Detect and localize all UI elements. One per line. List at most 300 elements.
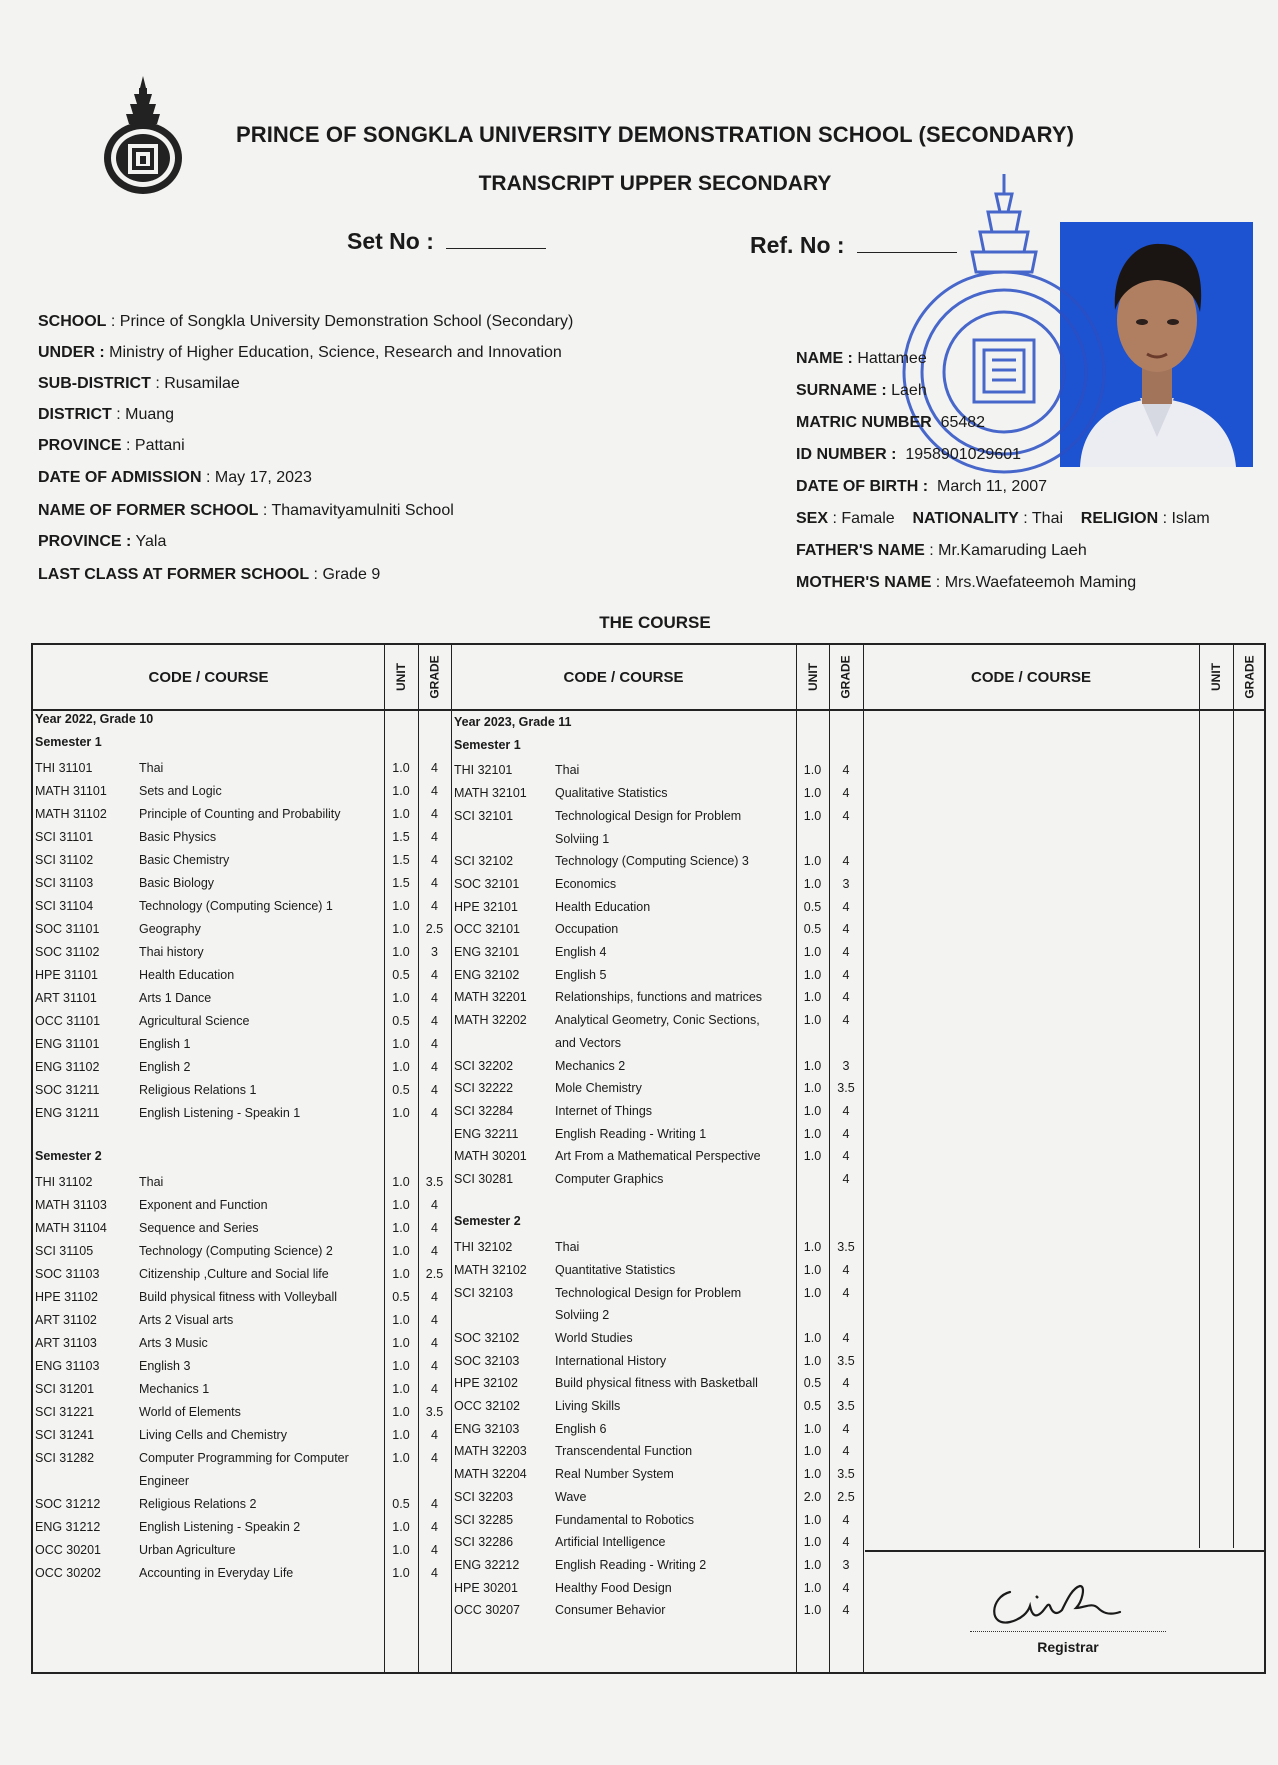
course-code: THI 32102: [454, 1240, 513, 1255]
course-name: Qualitative Statistics: [555, 786, 668, 801]
course-row: [454, 987, 864, 1007]
course-row: [35, 1057, 450, 1077]
course-grade: 4: [431, 1014, 438, 1028]
course-grade: 3: [842, 1557, 850, 1572]
course-row: [454, 829, 864, 849]
info-label: NAME OF FORMER SCHOOL: [38, 502, 259, 519]
course-grade: 3.5: [425, 1405, 444, 1419]
course-grade: 4: [431, 876, 438, 890]
course-row: [454, 1464, 864, 1484]
course-grade: 4: [431, 1198, 438, 1212]
course-grade: 3.5: [837, 1467, 855, 1482]
course-name: Accounting in Everyday Life: [139, 1566, 294, 1580]
course-unit: 1.0: [392, 1106, 410, 1120]
course-row: [35, 919, 450, 939]
course-row: [454, 1237, 864, 1257]
course-grade: 4: [842, 1149, 850, 1164]
info-admission-date: [38, 469, 312, 487]
course-code: ENG 31211: [35, 1106, 100, 1120]
student-surname: [796, 382, 927, 400]
info-value: : Grade 9: [309, 566, 381, 583]
course-name: Citizenship ,Culture and Social life: [139, 1267, 329, 1281]
course-grade: 4: [431, 1566, 438, 1580]
course-code: MATH 32204: [454, 1467, 527, 1482]
course-grade: 4: [431, 853, 438, 867]
student-name: [796, 350, 927, 368]
course-unit: 1.0: [392, 922, 410, 936]
course-unit: 1.0: [803, 1512, 822, 1527]
course-unit: 1.0: [392, 784, 410, 798]
course-code: MATH 31101: [35, 784, 107, 798]
student-father: [796, 542, 1087, 560]
info-label: RELIGION: [1080, 510, 1159, 527]
course-grade: 4: [842, 1580, 850, 1595]
course-name: Transcendental Function: [555, 1444, 693, 1459]
signature-line: [970, 1631, 1166, 1632]
course-row: [35, 965, 450, 985]
info-value: Yala: [131, 533, 167, 550]
course-unit: 1.0: [803, 1103, 822, 1118]
course-unit: 1.0: [392, 1037, 410, 1051]
course-grade: 4: [431, 1221, 438, 1235]
course-name: International History: [555, 1353, 667, 1368]
course-code: OCC 31101: [35, 1014, 101, 1028]
course-unit: 1.0: [803, 1580, 822, 1595]
course-row: [35, 1425, 450, 1445]
course-name: Sets and Logic: [139, 784, 222, 798]
course-name: Wave: [555, 1489, 587, 1504]
info-label: SEX: [796, 510, 829, 527]
course-row: [454, 1578, 864, 1598]
course-name: Basic Chemistry: [139, 853, 230, 867]
course-section-title: THE COURSE: [599, 613, 711, 632]
course-unit: 1.0: [392, 1313, 410, 1327]
course-name: Computer Graphics: [555, 1172, 664, 1186]
course-name: Thai: [555, 763, 580, 778]
course-unit: 0.5: [803, 922, 822, 937]
course-unit: 1.0: [803, 1081, 822, 1096]
course-name: Health Education: [139, 968, 235, 982]
course-unit: 1.0: [392, 1428, 410, 1442]
course-row: [454, 1328, 864, 1348]
info-value: : Prince of Songkla University Demonstration School (Secondary): [106, 313, 574, 330]
course-code: SOC 31211: [35, 1083, 100, 1097]
info-value: : May 17, 2023: [201, 469, 312, 486]
course-name: Thai: [139, 1175, 164, 1189]
course-unit: 1.0: [392, 761, 410, 775]
course-grade: 4: [431, 1382, 438, 1396]
course-grade: 4: [842, 899, 850, 914]
document-subtitle: TRANSCRIPT UPPER SECONDARY: [478, 172, 832, 195]
course-code: OCC 32102: [454, 1399, 521, 1413]
course-unit: 1.0: [803, 1013, 822, 1028]
course-code: OCC 30207: [454, 1603, 521, 1618]
course-name: Consumer Behavior: [555, 1603, 666, 1618]
course-code: SOC 32103: [454, 1353, 520, 1368]
info-label: UNDER :: [38, 344, 105, 361]
course-code: ENG 31103: [35, 1359, 100, 1373]
course-unit: 1.0: [803, 1285, 822, 1300]
course-code: MATH 30201: [454, 1149, 527, 1164]
course-grade: 4: [431, 1451, 438, 1465]
course-code: SCI 31221: [35, 1405, 95, 1419]
course-grade: 4: [431, 899, 438, 913]
course-code: OCC 32101: [454, 922, 521, 937]
course-name: Build physical fitness with Volleyball: [139, 1290, 338, 1304]
course-row: [35, 1310, 450, 1330]
course-name: Engineer: [139, 1474, 190, 1488]
semester-title: Semester 2: [35, 1149, 102, 1163]
course-name: English 2: [139, 1060, 191, 1074]
school-title: PRINCE OF SONGKLA UNIVERSITY DEMONSTRATION SCHOOL (SECONDARY): [235, 122, 1075, 147]
course-row: [454, 851, 864, 871]
course-unit: 0.5: [392, 1497, 410, 1511]
course-grade: 4: [842, 1421, 850, 1436]
course-code: THI 32101: [454, 763, 513, 778]
course-code: ART 31102: [35, 1313, 97, 1327]
course-name: Living Skills: [555, 1399, 621, 1413]
course-grade: 4: [431, 1336, 438, 1350]
course-row: [454, 919, 864, 939]
header-divider: [33, 709, 1264, 711]
course-name: English Listening - Speakin 1: [139, 1106, 301, 1120]
student-dob: [796, 478, 1047, 496]
course-code: SOC 32101: [454, 876, 520, 891]
course-unit: 1.0: [803, 1126, 822, 1141]
course-grade: 4: [431, 1359, 438, 1373]
course-name: Real Number System: [555, 1467, 674, 1482]
course-unit: 1.0: [392, 991, 410, 1005]
year-title: Year 2023, Grade 11: [454, 715, 572, 729]
course-name: English 1: [139, 1037, 191, 1051]
course-unit: 1.0: [803, 876, 822, 891]
col-divider: [1199, 645, 1200, 1548]
course-unit: 1.0: [803, 1444, 822, 1459]
course-name: Analytical Geometry, Conic Sections,: [555, 1013, 760, 1028]
course-unit: 1.0: [803, 1058, 822, 1073]
student-matric: [796, 414, 985, 432]
header-grade: [829, 645, 863, 709]
course-unit: 1.0: [803, 854, 822, 869]
course-code: SCI 31241: [35, 1428, 95, 1442]
course-grade: 4: [842, 990, 850, 1005]
course-code: THI 31102: [35, 1175, 93, 1189]
course-unit: 1.0: [392, 1221, 410, 1235]
semester-title: Semester 1: [35, 735, 102, 749]
course-row: [454, 1351, 864, 1371]
course-code: MATH 31103: [35, 1198, 107, 1212]
course-grade: 3: [431, 945, 438, 959]
course-grade: 4: [842, 1126, 850, 1141]
course-row: [35, 1080, 450, 1100]
course-grade: 4: [842, 763, 850, 778]
course-name: Urban Agriculture: [139, 1543, 236, 1557]
info-label: MOTHER'S NAME: [796, 574, 932, 591]
course-name: Mechanics 1: [139, 1382, 210, 1396]
header-unit-text: UNIT: [1209, 663, 1223, 691]
info-value: : Pattani: [121, 437, 185, 454]
course-row: [454, 965, 864, 985]
header-unit-text: UNIT: [394, 663, 408, 691]
course-grade: 4: [842, 1512, 850, 1527]
info-value: : Rusamilae: [150, 375, 240, 392]
course-code: SCI 32202: [454, 1058, 514, 1073]
course-row: [454, 897, 864, 917]
course-row: [454, 1305, 864, 1325]
course-code: SCI 32284: [454, 1103, 514, 1118]
course-name: Economics: [555, 876, 617, 891]
course-grade: 4: [842, 808, 850, 823]
semester-title: Semester 2: [454, 1214, 521, 1229]
course-row: [454, 1419, 864, 1439]
course-grade: 4: [842, 1444, 850, 1459]
course-row: [454, 1555, 864, 1575]
course-code: ENG 31102: [35, 1060, 100, 1074]
course-code: MATH 31104: [35, 1221, 107, 1235]
course-code: ENG 32103: [454, 1421, 520, 1436]
course-unit: 1.0: [392, 807, 410, 821]
info-value: : Thamavityamulniti School: [258, 502, 454, 519]
info-label: DATE OF ADMISSION: [38, 469, 202, 486]
course-code: ENG 32102: [454, 967, 520, 982]
course-code: MATH 32102: [454, 1262, 527, 1277]
course-code: OCC 30202: [35, 1566, 102, 1580]
course-row: [454, 1510, 864, 1530]
course-unit: 1.0: [803, 786, 822, 801]
info-label: PROVINCE :: [38, 533, 132, 550]
info-value: : Mrs.Waefateemoh Maming: [931, 574, 1137, 591]
course-grade: 4: [842, 1262, 850, 1277]
course-unit: 1.0: [392, 1175, 410, 1189]
course-name: Quantitative Statistics: [555, 1262, 676, 1277]
info-label: SUB-DISTRICT: [38, 375, 151, 392]
course-row: [35, 1494, 450, 1514]
course-unit: 1.0: [392, 1336, 410, 1350]
course-grade: 4: [431, 1313, 438, 1327]
info-value: 65482: [940, 414, 986, 431]
course-name: Living Cells and Chemistry: [139, 1428, 287, 1442]
registrar-signature: [980, 1572, 1140, 1632]
course-row: [35, 827, 450, 847]
course-name: Health Education: [555, 899, 651, 914]
course-unit: 1.5: [392, 830, 410, 844]
course-code: HPE 32101: [454, 899, 518, 914]
course-name: Basic Physics: [139, 830, 217, 844]
course-row: [35, 873, 450, 893]
course-grade: 4: [431, 1244, 438, 1258]
course-code: SOC 31212: [35, 1497, 101, 1511]
course-name: Build physical fitness with Basketball: [555, 1376, 758, 1391]
course-unit: 1.0: [392, 1520, 410, 1534]
course-name: Healthy Food Design: [555, 1580, 672, 1595]
course-unit: 1.0: [392, 945, 410, 959]
course-code: THI 31101: [35, 761, 93, 775]
course-row: [454, 1101, 864, 1121]
info-subdistrict: [38, 375, 240, 393]
course-name: Technological Design for Problem: [555, 1285, 742, 1300]
course-unit: 1.0: [392, 1267, 410, 1281]
course-grade: 4: [431, 1428, 438, 1442]
course-grade: 3.5: [837, 1081, 855, 1096]
course-grade: 3.5: [425, 1175, 444, 1189]
course-row: [454, 874, 864, 894]
course-code: ENG 31212: [35, 1520, 101, 1534]
info-label: ID NUMBER :: [796, 446, 897, 463]
course-code: SCI 31104: [35, 899, 94, 913]
course-unit: 1.0: [392, 1060, 410, 1074]
course-row: [35, 1517, 450, 1537]
col-divider: [1233, 645, 1234, 1548]
course-row: [35, 1264, 450, 1284]
course-unit: 1.0: [803, 1262, 822, 1277]
course-name: Arts 1 Dance: [139, 991, 212, 1005]
course-unit: 1.0: [803, 990, 822, 1005]
course-name: Mechanics 2: [555, 1058, 626, 1073]
info-label: MATRIC NUMBER: [796, 414, 932, 431]
course-name: English 5: [555, 967, 607, 982]
course-row: [35, 896, 450, 916]
course-code: MATH 32201: [454, 990, 527, 1005]
course-grade: 3.5: [837, 1353, 855, 1368]
course-row: [35, 804, 450, 824]
course-name: Agricultural Science: [139, 1014, 250, 1028]
course-grade: 3: [842, 876, 850, 891]
course-unit: 1.0: [392, 1566, 410, 1580]
course-row: [35, 1287, 450, 1307]
course-code: HPE 32102: [454, 1376, 518, 1391]
course-grade: 4: [842, 854, 850, 869]
header-grade-text: GRADE: [1242, 655, 1257, 699]
course-grade: 4: [431, 1290, 438, 1304]
course-table: [31, 643, 1266, 1674]
course-name: Solviing 1: [555, 831, 610, 846]
course-grade: 4: [431, 1543, 438, 1557]
course-unit: 1.0: [392, 1382, 410, 1396]
course-code: SCI 32101: [454, 808, 514, 823]
course-unit: 0.5: [803, 899, 822, 914]
course-code: SCI 31105: [35, 1244, 94, 1258]
course-unit: 1.0: [803, 1240, 822, 1255]
course-row: [35, 1241, 450, 1261]
info-value: 1958901029601: [905, 446, 1022, 463]
info-value: : Famale: [828, 510, 895, 527]
course-row: [35, 781, 450, 801]
course-unit: 1.0: [392, 1198, 410, 1212]
course-code: HPE 30201: [454, 1580, 518, 1595]
course-code: SCI 32203: [454, 1489, 514, 1504]
course-row: [454, 1600, 864, 1620]
course-grade: 4: [842, 1285, 850, 1300]
course-row: [454, 1033, 864, 1053]
info-value: : Thai: [1018, 510, 1064, 527]
course-unit: 2.0: [803, 1489, 822, 1504]
course-name: Internet of Things: [555, 1103, 653, 1118]
course-row: [454, 760, 864, 780]
student-mother: [796, 574, 1136, 592]
course-grade: 4: [842, 1535, 850, 1550]
info-value: Laeh: [891, 382, 927, 399]
course-unit: 1.0: [803, 1330, 822, 1345]
course-grade: 2.5: [425, 1267, 444, 1281]
course-code: SCI 32102: [454, 854, 514, 869]
course-name: Thai: [139, 761, 164, 775]
info-value: Ministry of Higher Education, Science, Research and Innovation: [104, 344, 562, 361]
course-row: [454, 1124, 864, 1144]
header-unit: [384, 645, 418, 709]
course-code: SOC 31101: [35, 922, 100, 936]
course-unit: 1.0: [803, 967, 822, 982]
course-code: MATH 32203: [454, 1444, 527, 1459]
course-grade: 4: [431, 1037, 438, 1051]
course-row: [454, 1373, 864, 1393]
year-title: Year 2022, Grade 10: [35, 712, 154, 726]
course-row: [35, 942, 450, 962]
set-no-blank: [446, 239, 546, 249]
course-code: SCI 30281: [454, 1172, 514, 1186]
info-province: [38, 437, 185, 455]
course-row: [454, 1056, 864, 1076]
ref-no-label: Ref. No :: [750, 232, 845, 258]
course-code: ENG 32101: [454, 945, 520, 959]
course-name: English 4: [555, 945, 607, 959]
course-unit: 1.0: [803, 1353, 822, 1368]
header-code-course: CODE / COURSE: [970, 668, 1091, 686]
course-row: [35, 1448, 450, 1468]
course-row: [454, 783, 864, 803]
course-name: Technology (Computing Science) 3: [555, 854, 749, 869]
course-row: [454, 1532, 864, 1552]
course-grade: 4: [842, 1376, 850, 1391]
course-name: Exponent and Function: [139, 1198, 268, 1212]
course-grade: 2.5: [837, 1489, 855, 1504]
course-code: SCI 31103: [35, 876, 94, 890]
course-unit: 0.5: [803, 1376, 822, 1391]
course-unit: 1.0: [392, 1244, 410, 1258]
info-last-class: [38, 566, 380, 584]
course-unit: 1.0: [392, 899, 410, 913]
course-name: English Reading - Writing 1: [555, 1126, 707, 1141]
info-label: LAST CLASS AT FORMER SCHOOL: [38, 566, 310, 583]
info-label: NAME :: [796, 350, 853, 367]
course-name: Technology (Computing Science) 2: [139, 1244, 333, 1258]
course-row: [454, 1146, 864, 1166]
course-row: [454, 1441, 864, 1461]
info-value: : Muang: [111, 406, 175, 423]
course-row: [454, 1260, 864, 1280]
course-code: SCI 31102: [35, 853, 94, 867]
course-name: English 3: [139, 1359, 191, 1373]
course-code: MATH 31102: [35, 807, 107, 821]
course-unit: 1.0: [803, 1149, 822, 1164]
course-unit: 1.0: [803, 1467, 822, 1482]
course-unit: 1.0: [803, 808, 822, 823]
course-code: ART 31103: [35, 1336, 97, 1350]
course-name: World of Elements: [139, 1405, 241, 1419]
course-name: Technological Design for Problem: [555, 808, 742, 823]
student-sex-nationality-religion: [796, 510, 1210, 528]
course-grade: 2.5: [425, 922, 444, 936]
set-no: [347, 228, 546, 255]
course-name: Occupation: [555, 922, 619, 937]
course-grade: 4: [431, 761, 438, 775]
course-row: [454, 806, 864, 826]
course-code: OCC 30201: [35, 1543, 102, 1557]
course-unit: 0.5: [392, 1014, 410, 1028]
info-value: : Mr.Kamaruding Laeh: [924, 542, 1087, 559]
course-unit: 1.0: [392, 1405, 410, 1419]
course-code: SCI 32285: [454, 1512, 514, 1527]
course-row: [35, 988, 450, 1008]
